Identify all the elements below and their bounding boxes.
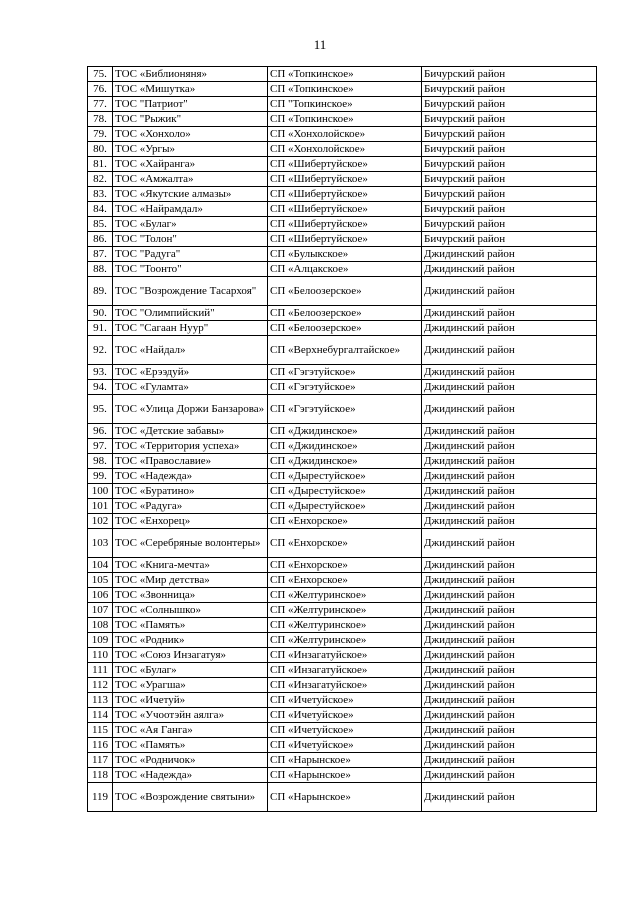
table-row [88, 202, 597, 217]
row-number-cell: 116 [88, 738, 113, 753]
settlement-cell: СП «Хонхолойское» [268, 127, 422, 142]
district-cell: Бичурский район [422, 187, 597, 202]
tos-name-cell: ТОС "Толон" [113, 232, 268, 247]
district-cell: Бичурский район [422, 232, 597, 247]
tos-name-cell: ТОС «Урагша» [113, 678, 268, 693]
row-number-cell: 101 [88, 499, 113, 514]
table-row [88, 336, 597, 365]
settlement-cell: СП «Шибертуйское» [268, 172, 422, 187]
table-row [88, 439, 597, 454]
row-number-cell: 96. [88, 424, 113, 439]
table-row [88, 529, 597, 558]
tos-name-cell: ТОС «Память» [113, 738, 268, 753]
row-number-cell: 119 [88, 783, 113, 812]
district-cell: Джидинский район [422, 321, 597, 336]
district-cell: Джидинский район [422, 588, 597, 603]
row-number-cell: 115 [88, 723, 113, 738]
tos-name-cell: ТОС «Солнышко» [113, 603, 268, 618]
row-number-cell: 111 [88, 663, 113, 678]
table-row [88, 112, 597, 127]
district-cell: Джидинский район [422, 454, 597, 469]
tos-name-cell: ТОС «Радуга» [113, 499, 268, 514]
district-cell: Джидинский район [422, 395, 597, 424]
table-row [88, 499, 597, 514]
settlement-cell: СП «Гэгэтуйское» [268, 365, 422, 380]
tos-name-cell: ТОС «Надежда» [113, 469, 268, 484]
tos-name-cell: ТОС «Книга-мечта» [113, 558, 268, 573]
settlement-cell: СП «Инзагатуйское» [268, 663, 422, 678]
row-number-cell: 93. [88, 365, 113, 380]
row-number-cell: 98. [88, 454, 113, 469]
table-row [88, 424, 597, 439]
table-body [88, 67, 597, 812]
settlement-cell: СП «Гэгэтуйское» [268, 380, 422, 395]
district-cell: Джидинский район [422, 514, 597, 529]
district-cell: Бичурский район [422, 127, 597, 142]
table-row [88, 738, 597, 753]
district-cell: Джидинский район [422, 365, 597, 380]
table-row [88, 67, 597, 82]
tos-name-cell: ТОС «Енхорец» [113, 514, 268, 529]
settlement-cell: СП «Нарынское» [268, 768, 422, 783]
table-row [88, 232, 597, 247]
tos-name-cell: ТОС «Память» [113, 618, 268, 633]
settlement-cell: СП «Енхорское» [268, 529, 422, 558]
row-number-cell: 106 [88, 588, 113, 603]
district-cell: Джидинский район [422, 277, 597, 306]
settlement-cell: СП «Ичетуйское» [268, 708, 422, 723]
tos-name-cell: ТОС "Рыжик" [113, 112, 268, 127]
district-cell: Бичурский район [422, 112, 597, 127]
district-cell: Джидинский район [422, 469, 597, 484]
tos-name-cell: ТОС «Мишутка» [113, 82, 268, 97]
tos-name-cell: ТОС «Звонница» [113, 588, 268, 603]
tos-name-cell: ТОС «Найдал» [113, 336, 268, 365]
table-row [88, 277, 597, 306]
row-number-cell: 103 [88, 529, 113, 558]
row-number-cell: 83. [88, 187, 113, 202]
settlement-cell: СП «Дырестуйское» [268, 484, 422, 499]
row-number-cell: 99. [88, 469, 113, 484]
table-row [88, 380, 597, 395]
table-row [88, 157, 597, 172]
table-row [88, 648, 597, 663]
tos-name-cell: ТОС "Патриот" [113, 97, 268, 112]
tos-name-cell: ТОС "Возрождение Тасархоя" [113, 277, 268, 306]
settlement-cell: СП «Верхнебургалтайское» [268, 336, 422, 365]
district-cell: Джидинский район [422, 306, 597, 321]
district-cell: Джидинский район [422, 439, 597, 454]
tos-name-cell: ТОС «Надежда» [113, 768, 268, 783]
tos-name-cell: ТОС «Амжалта» [113, 172, 268, 187]
table-row [88, 247, 597, 262]
table-row [88, 514, 597, 529]
table-row [88, 783, 597, 812]
row-number-cell: 90. [88, 306, 113, 321]
row-number-cell: 86. [88, 232, 113, 247]
row-number-cell: 114 [88, 708, 113, 723]
settlement-cell: СП «Джидинское» [268, 439, 422, 454]
settlement-cell: СП «Ичетуйское» [268, 738, 422, 753]
district-cell: Бичурский район [422, 97, 597, 112]
row-number-cell: 109 [88, 633, 113, 648]
row-number-cell: 118 [88, 768, 113, 783]
row-number-cell: 108 [88, 618, 113, 633]
district-cell: Джидинский район [422, 618, 597, 633]
tos-name-cell: ТОС «Ерээдуй» [113, 365, 268, 380]
settlement-cell: СП «Шибертуйское» [268, 232, 422, 247]
district-cell: Джидинский район [422, 648, 597, 663]
table-row [88, 187, 597, 202]
row-number-cell: 100 [88, 484, 113, 499]
row-number-cell: 88. [88, 262, 113, 277]
settlement-cell: СП «Ичетуйское» [268, 723, 422, 738]
row-number-cell: 80. [88, 142, 113, 157]
tos-registry-table [87, 66, 597, 812]
table-row [88, 693, 597, 708]
tos-name-cell: ТОС "Радуга" [113, 247, 268, 262]
district-cell: Джидинский район [422, 663, 597, 678]
table-row [88, 484, 597, 499]
row-number-cell: 92. [88, 336, 113, 365]
district-cell: Джидинский район [422, 558, 597, 573]
district-cell: Джидинский район [422, 336, 597, 365]
row-number-cell: 95. [88, 395, 113, 424]
district-cell: Джидинский район [422, 499, 597, 514]
tos-name-cell: ТОС «Улица Доржи Банзарова» [113, 395, 268, 424]
settlement-cell: СП «Инзагатуйское» [268, 648, 422, 663]
district-cell: Джидинский район [422, 768, 597, 783]
row-number-cell: 78. [88, 112, 113, 127]
district-cell: Джидинский район [422, 633, 597, 648]
settlement-cell: СП «Желтуринское» [268, 633, 422, 648]
row-number-cell: 89. [88, 277, 113, 306]
row-number-cell: 97. [88, 439, 113, 454]
row-number-cell: 75. [88, 67, 113, 82]
tos-name-cell: ТОС «Детские забавы» [113, 424, 268, 439]
settlement-cell: СП «Хонхолойское» [268, 142, 422, 157]
table-row [88, 723, 597, 738]
settlement-cell: СП «Белоозерское» [268, 321, 422, 336]
settlement-cell: СП «Нарынское» [268, 753, 422, 768]
district-cell: Бичурский район [422, 67, 597, 82]
settlement-cell: СП «Шибертуйское» [268, 157, 422, 172]
district-cell: Джидинский район [422, 529, 597, 558]
tos-name-cell: ТОС «Ургы» [113, 142, 268, 157]
district-cell: Джидинский район [422, 424, 597, 439]
row-number-cell: 87. [88, 247, 113, 262]
row-number-cell: 113 [88, 693, 113, 708]
tos-name-cell: ТОС «Серебряные волонтеры» [113, 529, 268, 558]
district-cell: Джидинский район [422, 738, 597, 753]
row-number-cell: 77. [88, 97, 113, 112]
table-row [88, 172, 597, 187]
row-number-cell: 117 [88, 753, 113, 768]
tos-name-cell: ТОС «Якутские алмазы» [113, 187, 268, 202]
tos-name-cell: ТОС "Тоонто" [113, 262, 268, 277]
district-cell: Джидинский район [422, 573, 597, 588]
table-row [88, 395, 597, 424]
table-row [88, 97, 597, 112]
tos-name-cell: ТОС «Территория успеха» [113, 439, 268, 454]
table-row [88, 663, 597, 678]
district-cell: Джидинский район [422, 783, 597, 812]
settlement-cell: СП «Енхорское» [268, 558, 422, 573]
settlement-cell: СП «Инзагатуйское» [268, 678, 422, 693]
tos-name-cell: ТОС «Возрождение святыни» [113, 783, 268, 812]
settlement-cell: СП «Топкинское» [268, 67, 422, 82]
tos-name-cell: ТОС «Учоотэйн аялга» [113, 708, 268, 723]
tos-name-cell: ТОС «Гуламта» [113, 380, 268, 395]
settlement-cell: СП «Шибертуйское» [268, 202, 422, 217]
district-cell: Джидинский район [422, 603, 597, 618]
tos-name-cell: ТОС «Хонхоло» [113, 127, 268, 142]
settlement-cell: СП «Шибертуйское» [268, 187, 422, 202]
district-cell: Джидинский район [422, 484, 597, 499]
district-cell: Джидинский район [422, 753, 597, 768]
row-number-cell: 102 [88, 514, 113, 529]
district-cell: Бичурский район [422, 217, 597, 232]
tos-name-cell: ТОС «Булаг» [113, 663, 268, 678]
row-number-cell: 110 [88, 648, 113, 663]
table-row [88, 708, 597, 723]
settlement-cell: СП «Дырестуйское» [268, 469, 422, 484]
tos-name-cell: ТОС «Найрамдал» [113, 202, 268, 217]
tos-name-cell: ТОС «Ичетуй» [113, 693, 268, 708]
table-row [88, 573, 597, 588]
table-row [88, 768, 597, 783]
settlement-cell: СП «Енхорское» [268, 573, 422, 588]
district-cell: Бичурский район [422, 172, 597, 187]
row-number-cell: 82. [88, 172, 113, 187]
tos-name-cell: ТОС "Олимпийский" [113, 306, 268, 321]
settlement-cell: СП «Желтуринское» [268, 618, 422, 633]
tos-name-cell: ТОС "Сагаан Нуур" [113, 321, 268, 336]
district-cell: Джидинский район [422, 708, 597, 723]
settlement-cell: СП «Булыкское» [268, 247, 422, 262]
table-row [88, 588, 597, 603]
table-row [88, 618, 597, 633]
settlement-cell: СП «Гэгэтуйское» [268, 395, 422, 424]
tos-name-cell: ТОС «Хайранга» [113, 157, 268, 172]
settlement-cell: СП «Алцакское» [268, 262, 422, 277]
tos-name-cell: ТОС «Родник» [113, 633, 268, 648]
table-row [88, 127, 597, 142]
settlement-cell: СП «Топкинское» [268, 82, 422, 97]
row-number-cell: 91. [88, 321, 113, 336]
settlement-cell: СП «Джидинское» [268, 454, 422, 469]
table-row [88, 558, 597, 573]
row-number-cell: 79. [88, 127, 113, 142]
district-cell: Джидинский район [422, 723, 597, 738]
settlement-cell: СП «Желтуринское» [268, 588, 422, 603]
page-number: 11 [313, 37, 327, 52]
district-cell: Джидинский район [422, 678, 597, 693]
settlement-cell: СП «Дырестуйское» [268, 499, 422, 514]
tos-name-cell: ТОС «Буратино» [113, 484, 268, 499]
row-number-cell: 81. [88, 157, 113, 172]
settlement-cell: СП «Шибертуйское» [268, 217, 422, 232]
settlement-cell: СП «Топкинское» [268, 112, 422, 127]
settlement-cell: СП «Белоозерское» [268, 306, 422, 321]
row-number-cell: 84. [88, 202, 113, 217]
row-number-cell: 112 [88, 678, 113, 693]
row-number-cell: 76. [88, 82, 113, 97]
table-row [88, 454, 597, 469]
table-row [88, 321, 597, 336]
table-row [88, 678, 597, 693]
settlement-cell: СП «Белоозерское» [268, 277, 422, 306]
settlement-cell: СП «Желтуринское» [268, 603, 422, 618]
district-cell: Бичурский район [422, 142, 597, 157]
district-cell: Джидинский район [422, 247, 597, 262]
tos-name-cell: ТОС «Православие» [113, 454, 268, 469]
table-row [88, 306, 597, 321]
table-row [88, 82, 597, 97]
tos-name-cell: ТОС «Родничок» [113, 753, 268, 768]
settlement-cell: СП «Ичетуйское» [268, 693, 422, 708]
settlement-cell: СП "Топкинское» [268, 97, 422, 112]
district-cell: Бичурский район [422, 202, 597, 217]
row-number-cell: 105 [88, 573, 113, 588]
table-row [88, 753, 597, 768]
settlement-cell: СП «Енхорское» [268, 514, 422, 529]
district-cell: Джидинский район [422, 380, 597, 395]
row-number-cell: 85. [88, 217, 113, 232]
table-row [88, 142, 597, 157]
table-row [88, 469, 597, 484]
district-cell: Джидинский район [422, 693, 597, 708]
tos-name-cell: ТОС «Булаг» [113, 217, 268, 232]
table-row [88, 603, 597, 618]
tos-name-cell: ТОС «Библионяня» [113, 67, 268, 82]
row-number-cell: 107 [88, 603, 113, 618]
settlement-cell: СП «Нарынское» [268, 783, 422, 812]
district-cell: Джидинский район [422, 262, 597, 277]
row-number-cell: 94. [88, 380, 113, 395]
table-row [88, 633, 597, 648]
table-row [88, 262, 597, 277]
row-number-cell: 104 [88, 558, 113, 573]
tos-name-cell: ТОС «Союз Инзагатуя» [113, 648, 268, 663]
table-row [88, 217, 597, 232]
district-cell: Бичурский район [422, 157, 597, 172]
table-row [88, 365, 597, 380]
tos-name-cell: ТОС «Мир детства» [113, 573, 268, 588]
district-cell: Бичурский район [422, 82, 597, 97]
tos-name-cell: ТОС «Ая Ганга» [113, 723, 268, 738]
settlement-cell: СП «Джидинское» [268, 424, 422, 439]
